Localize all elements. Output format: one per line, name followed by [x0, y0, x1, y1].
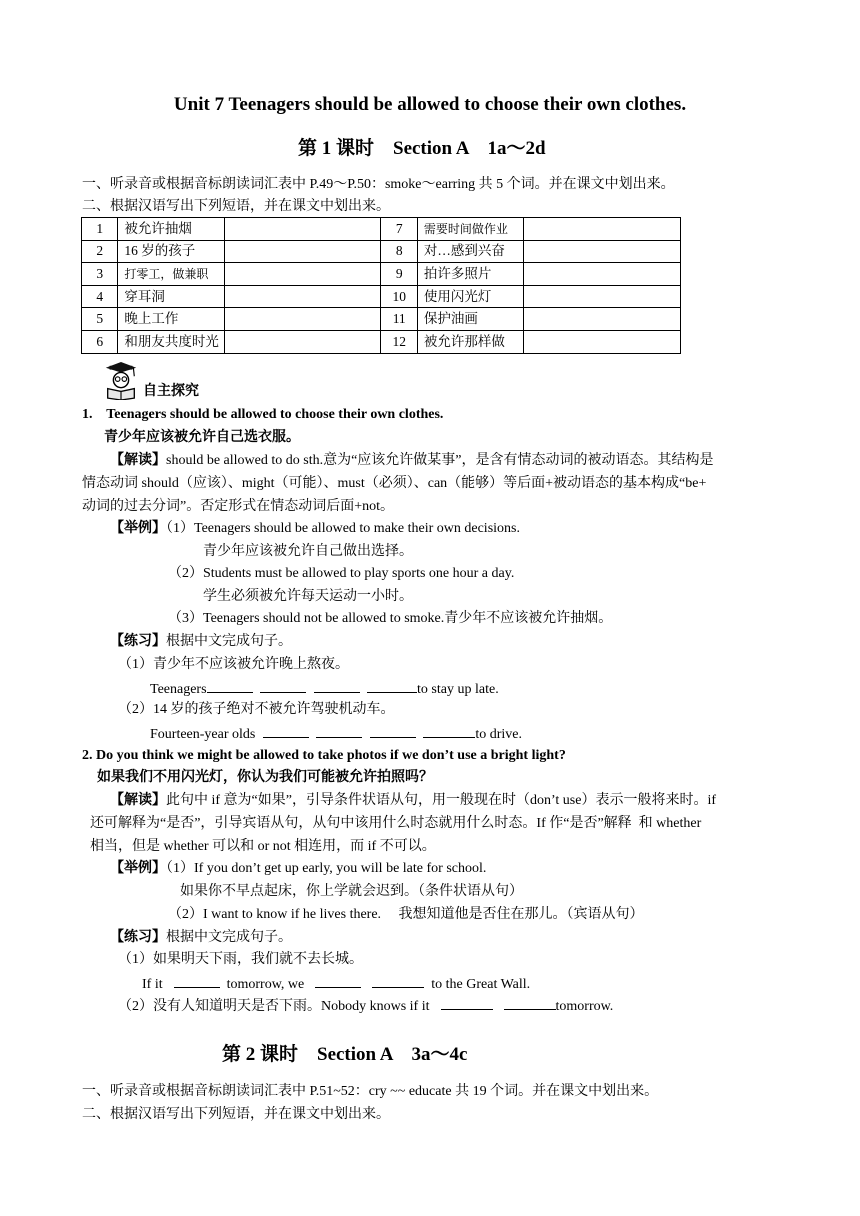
phrase-chinese: 晚上工作: [118, 308, 224, 331]
lesson1-instruction-2: 二、根据汉语写出下列短语，并在课文中划出来。: [82, 199, 390, 214]
answer-cell[interactable]: [224, 285, 381, 308]
example-text: （1）Teenagers should be allowed to make their own decisions.: [166, 521, 520, 536]
point1-q1: [150, 677, 499, 702]
point1-example-2-cn: 学生必须被允许每天运动一小时。: [203, 589, 413, 604]
practice-text: 根据中文完成句子。: [166, 930, 292, 945]
answer-blank[interactable]: [315, 972, 361, 988]
row-number: 10: [381, 285, 417, 308]
answer-cell[interactable]: [224, 240, 381, 263]
point2-example-1: [110, 858, 486, 881]
answer-blank[interactable]: [367, 677, 417, 693]
reading-student-icon: [102, 362, 140, 400]
example-tag: 【举例】: [110, 521, 166, 536]
answer-blank[interactable]: [174, 972, 220, 988]
q1-end: to the Great Wall.: [431, 977, 531, 992]
point2-analysis-line3: 相当，但是 whether 可以和 or not 相连用，而 if 不可以。: [90, 839, 436, 854]
q2-end: to drive.: [475, 727, 523, 742]
answer-blank[interactable]: [263, 722, 309, 738]
lesson2-instruction-2: 二、根据汉语写出下列短语，并在课文中划出来。: [82, 1107, 390, 1122]
row-number: 8: [381, 240, 417, 263]
analysis-tag: 【解读】: [110, 793, 166, 808]
point1-analysis-line3: 动词的过去分词”。否定形式在情态动词后面+not。: [82, 499, 394, 514]
answer-blank[interactable]: [316, 722, 362, 738]
row-number: 1: [82, 218, 118, 241]
point2-analysis-line2: 还可解释为“是否”，引导宾语从句，从句中该用什么时态就用什么时态。If 作“是否”解释 和 whether: [90, 816, 702, 831]
point2-analysis-line1: [110, 790, 716, 813]
table-row: [82, 240, 681, 263]
answer-cell[interactable]: [524, 285, 681, 308]
point2-example-2: （2）I want to know if he lives there. 我想知道他是否住在那儿。（宾语从句）: [168, 907, 644, 922]
table-row: [82, 330, 681, 353]
row-number: 7: [381, 218, 417, 241]
q2-end: tomorrow.: [555, 999, 614, 1014]
row-number: 12: [381, 330, 417, 353]
point1-practice: [110, 631, 292, 654]
phrase-chinese: 被允许抽烟: [118, 218, 224, 241]
row-number: 2: [82, 240, 118, 263]
answer-cell[interactable]: [524, 308, 681, 331]
practice-tag: 【练习】: [110, 634, 166, 649]
point1-sentence: 1. Teenagers should be allowed to choose their own clothes.: [82, 407, 444, 422]
practice-tag: 【练习】: [110, 930, 166, 945]
answer-cell[interactable]: [524, 263, 681, 286]
row-number: 5: [82, 308, 118, 331]
point1-q1-cn: （1）青少年不应该被允许晚上熬夜。: [118, 657, 349, 672]
phrase-chinese: 保护油画: [417, 308, 523, 331]
point2-q1: [142, 972, 530, 997]
q1-start: If it: [142, 977, 163, 992]
answer-cell[interactable]: [224, 263, 381, 286]
row-number: 3: [82, 263, 118, 286]
point2-q1-cn: （1）如果明天下雨，我们就不去长城。: [118, 952, 363, 967]
answer-cell[interactable]: [224, 330, 381, 353]
point2-practice: [110, 927, 292, 950]
row-number: 11: [381, 308, 417, 331]
self-explore-heading: 自主探究: [143, 384, 199, 399]
lesson2-title: 第 2 课时 Section A 3a～4c: [222, 1044, 468, 1065]
unit-title: Unit 7 Teenagers should be allowed to choose their own clothes.: [173, 94, 687, 115]
lesson1-title: 第 1 课时 Section A 1a～2d: [298, 138, 546, 159]
point1-q2-cn: （2）14 岁的孩子绝对不被允许驾驶机动车。: [118, 702, 395, 717]
point1-example-3: （3）Teenagers should not be allowed to smoke.青少年不应该被允许抽烟。: [168, 611, 613, 626]
table-row: [82, 218, 681, 241]
q1-start: Teenagers: [150, 682, 207, 697]
phrase-chinese: 打零工，做兼职: [118, 263, 224, 286]
point2-sentence: 2. Do you think we might be allowed to take photos if we don’t use a bright light?: [82, 748, 566, 763]
phrase-chinese: 对…感到兴奋: [417, 240, 523, 263]
point2-translation: 如果我们不用闪光灯，你认为我们可能被允许拍照吗？: [97, 770, 433, 785]
point2-q2: [118, 994, 613, 1019]
answer-blank[interactable]: [207, 677, 253, 693]
answer-blank[interactable]: [504, 994, 556, 1010]
table-row: [82, 285, 681, 308]
row-number: 4: [82, 285, 118, 308]
phrase-chinese: 穿耳洞: [118, 285, 224, 308]
analysis-tag: 【解读】: [110, 453, 166, 468]
example-tag: 【举例】: [110, 861, 166, 876]
point1-q2: [150, 722, 522, 747]
q2-start: Fourteen-year olds: [150, 727, 256, 742]
point1-example-2: （2）Students must be allowed to play sports one hour a day.: [168, 566, 515, 581]
point2-example-1-cn: 如果你不早点起床，你上学就会迟到。（条件状语从句）: [180, 884, 523, 899]
practice-text: 根据中文完成句子。: [166, 634, 292, 649]
phrase-chinese: 使用闪光灯: [417, 285, 523, 308]
point1-example-1: [110, 518, 520, 541]
lesson2-instruction-1: 一、听录音或根据音标朗读词汇表中 P.51~52：cry ~~ educate 共 19 个词。并在课文中划出来。: [82, 1084, 659, 1099]
table-row: [82, 308, 681, 331]
answer-blank[interactable]: [370, 722, 416, 738]
answer-cell[interactable]: [524, 330, 681, 353]
row-number: 9: [381, 263, 417, 286]
phrase-table: [81, 217, 681, 354]
answer-blank[interactable]: [372, 972, 424, 988]
phrase-chinese: 和朋友共度时光: [118, 330, 224, 353]
answer-blank[interactable]: [314, 677, 360, 693]
point1-analysis-line2: 情态动词 should（应该）、might（可能）、must（必须）、can（能够）等后面+被动语态的基本构成“be+: [82, 476, 707, 491]
example-text: （1）If you don’t get up early, you will be late for school.: [166, 861, 487, 876]
answer-cell[interactable]: [524, 240, 681, 263]
answer-blank[interactable]: [260, 677, 306, 693]
phrase-chinese: 拍许多照片: [417, 263, 523, 286]
point1-translation: 青少年应该被允许自己选衣服。: [104, 430, 300, 445]
table-row: [82, 263, 681, 286]
answer-blank[interactable]: [423, 722, 475, 738]
phrase-chinese: 需要时间做作业: [417, 218, 523, 241]
phrase-chinese: 被允许那样做: [417, 330, 523, 353]
analysis-text: 此句中 if 意为“如果”，引导条件状语从句，用一般现在时（don’t use）表示一般将来时。if: [166, 793, 716, 808]
q2-start: （2）没有人知道明天是否下雨。Nobody knows if it: [118, 999, 430, 1014]
answer-blank[interactable]: [441, 994, 493, 1010]
q1-end: to stay up late.: [417, 682, 499, 697]
answer-cell[interactable]: [224, 218, 381, 241]
q1-middle: tomorrow, we: [226, 977, 305, 992]
answer-cell[interactable]: [524, 218, 681, 241]
analysis-text: should be allowed to do sth.意为“应该允许做某事”，是含有情态动词的被动语态。其结构是: [166, 453, 714, 468]
point1-example-1-cn: 青少年应该被允许自己做出选择。: [203, 544, 413, 559]
point1-analysis-line1: [110, 450, 714, 473]
row-number: 6: [82, 330, 118, 353]
phrase-chinese: 16 岁的孩子: [118, 240, 224, 263]
lesson1-instruction-1: 一、听录音或根据音标朗读词汇表中 P.49～P.50：smoke～earring 共 5 个词。并在课文中划出来。: [82, 177, 675, 192]
answer-cell[interactable]: [224, 308, 381, 331]
